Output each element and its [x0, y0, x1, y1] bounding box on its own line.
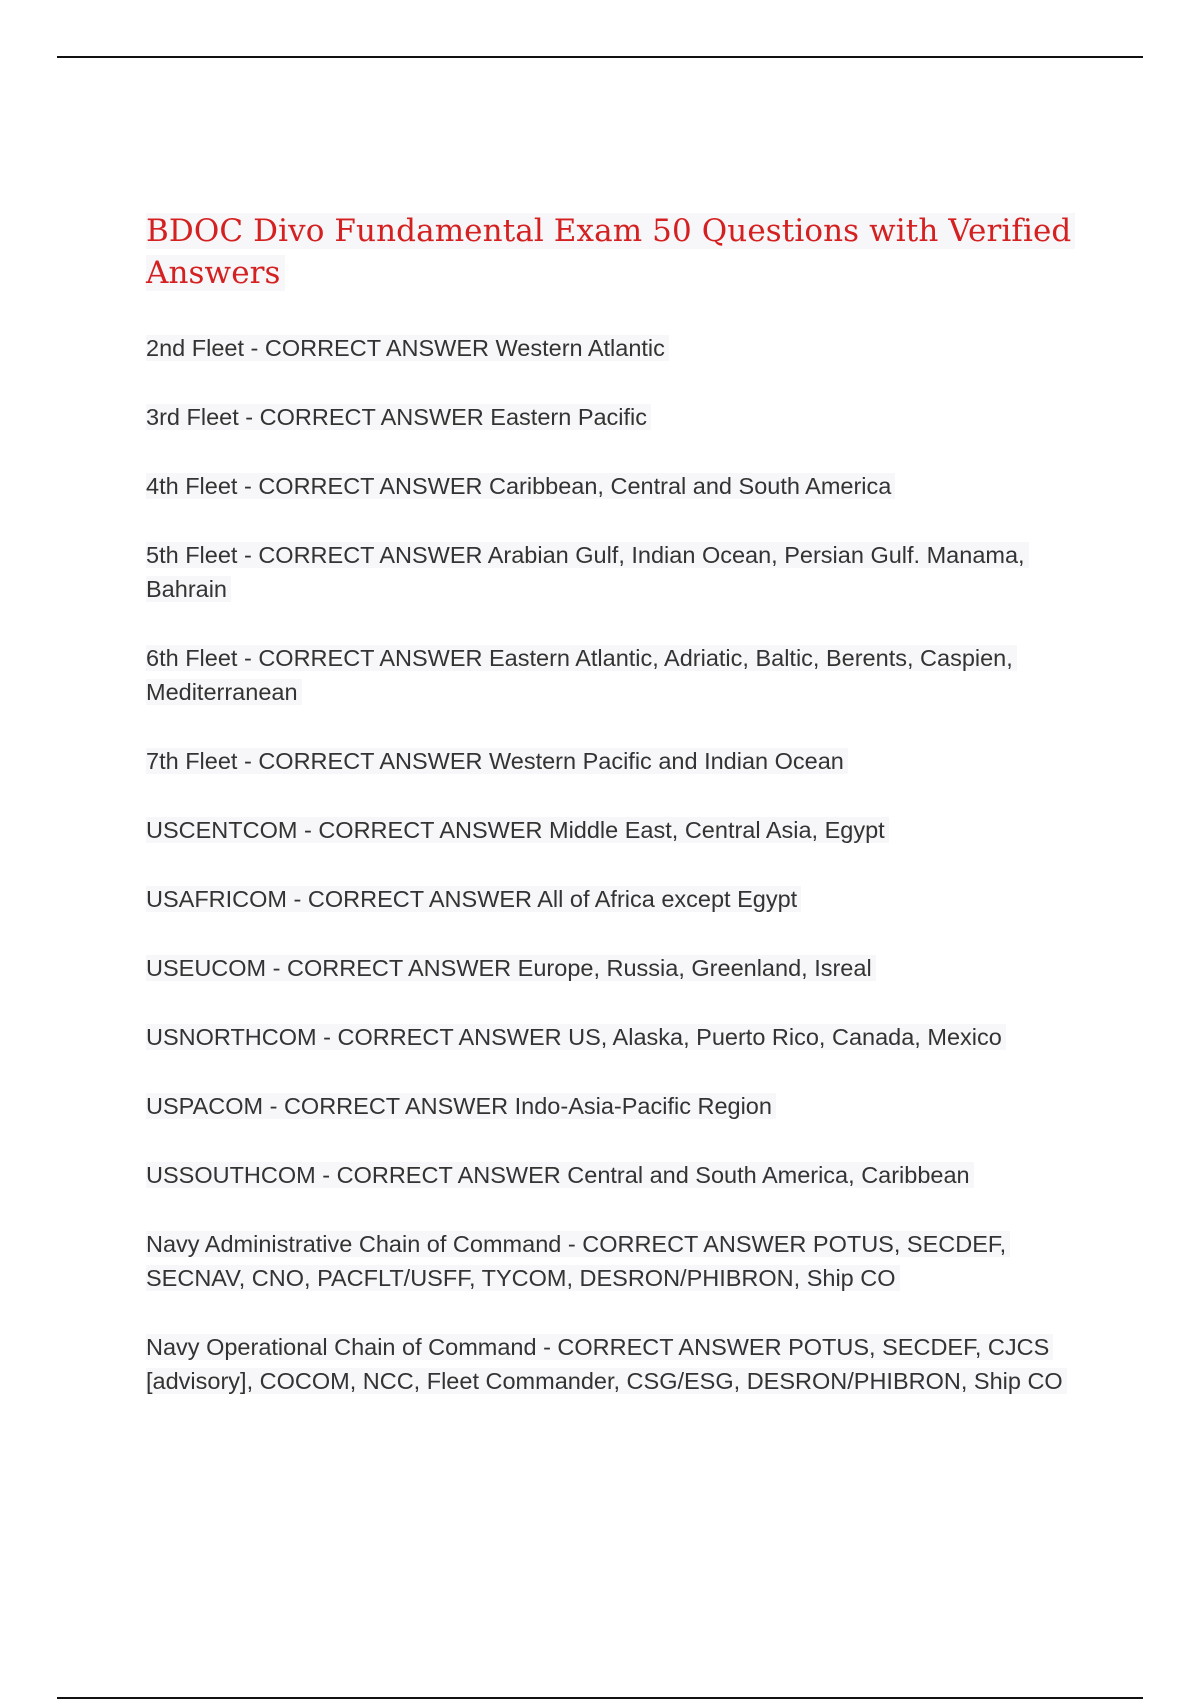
- qa-item-text: USCENTCOM - CORRECT ANSWER Middle East, Central Asia, Egypt: [146, 817, 889, 843]
- qa-item-text: 5th Fleet - CORRECT ANSWER Arabian Gulf, Indian Ocean, Persian Gulf. Manama, Bahrain: [146, 542, 1029, 602]
- qa-item: [146, 813, 1086, 847]
- qa-item: [146, 951, 1086, 985]
- qa-item: [146, 538, 1086, 606]
- qa-item: [146, 331, 1086, 365]
- qa-item: [146, 744, 1086, 778]
- qa-item-text: 7th Fleet - CORRECT ANSWER Western Pacific and Indian Ocean: [146, 748, 848, 774]
- qa-item-text: 4th Fleet - CORRECT ANSWER Caribbean, Central and South America: [146, 473, 895, 499]
- qa-item-text: 2nd Fleet - CORRECT ANSWER Western Atlantic: [146, 335, 669, 361]
- qa-item-text: USPACOM - CORRECT ANSWER Indo-Asia-Pacific Region: [146, 1093, 776, 1119]
- document-title: [146, 210, 1086, 294]
- qa-item: [146, 1020, 1086, 1054]
- qa-item-text: Navy Operational Chain of Command - CORRECT ANSWER POTUS, SECDEF, CJCS [advisory], COCOM, NCC, Fleet Commander, CSG/ESG, DESRON/PHIBRON, Ship CO: [146, 1334, 1067, 1394]
- qa-item-text: 3rd Fleet - CORRECT ANSWER Eastern Pacific: [146, 404, 651, 430]
- qa-item: [146, 400, 1086, 434]
- top-divider: [57, 56, 1143, 58]
- qa-item: [146, 469, 1086, 503]
- qa-item-text: USEUCOM - CORRECT ANSWER Europe, Russia, Greenland, Isreal: [146, 955, 876, 981]
- qa-item: [146, 1089, 1086, 1123]
- bottom-divider: [57, 1697, 1143, 1699]
- qa-item-text: 6th Fleet - CORRECT ANSWER Eastern Atlantic, Adriatic, Baltic, Berents, Caspien, Mediterranean: [146, 645, 1017, 705]
- qa-list: [146, 331, 1086, 1398]
- qa-item: [146, 1227, 1086, 1295]
- qa-item: [146, 1330, 1086, 1398]
- document-body: [146, 210, 1086, 1433]
- qa-item: [146, 641, 1086, 709]
- qa-item-text: USNORTHCOM - CORRECT ANSWER US, Alaska, Puerto Rico, Canada, Mexico: [146, 1024, 1006, 1050]
- qa-item-text: Navy Administrative Chain of Command - CORRECT ANSWER POTUS, SECDEF, SECNAV, CNO, PACFLT/USFF, TYCOM, DESRON/PHIBRON, Ship CO: [146, 1231, 1010, 1291]
- qa-item-text: USAFRICOM - CORRECT ANSWER All of Africa except Egypt: [146, 886, 801, 912]
- qa-item: [146, 882, 1086, 916]
- qa-item: [146, 1158, 1086, 1192]
- document-title-text: BDOC Divo Fundamental Exam 50 Questions with Verified Answers: [146, 213, 1075, 291]
- qa-item-text: USSOUTHCOM - CORRECT ANSWER Central and South America, Caribbean: [146, 1162, 974, 1188]
